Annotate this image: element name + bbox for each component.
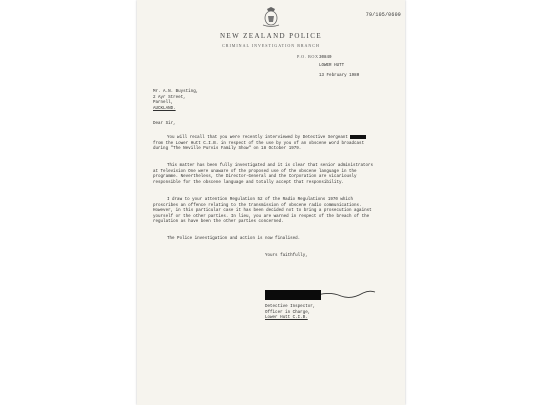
letter-town: LOWER HUTT	[319, 64, 345, 68]
recipient-street: 2 Ayr Street,	[153, 95, 186, 100]
reference-number: 79/105/0609	[365, 12, 401, 18]
letter-sheet	[137, 0, 405, 405]
recipient-suburb: Parnell,	[153, 101, 174, 105]
signoff-title: Detective Inspector,	[265, 305, 316, 309]
letter-date: 13 February 1980	[319, 74, 360, 78]
recipient-city: AUCKLAND.	[153, 106, 176, 111]
paragraph-1	[153, 135, 375, 153]
signoff-role: Officer in Charge,	[265, 310, 311, 315]
police-crest-icon	[259, 6, 283, 28]
letterhead-organisation: NEW ZEALAND POLICE	[219, 32, 323, 40]
recipient-name: Mr. A.N. Buysting,	[153, 90, 199, 94]
paragraph-2: This matter has been fully investigated and it is clear that senior administrators at Television One were unaware of the proposed use of the obscene language in the programme. Nevertheless, the Director-General and the Corporation are vicariously responsible for the obscene language and totally accept that responsibility.	[153, 164, 374, 185]
recipient-address	[153, 90, 198, 112]
paragraph-4: The Police investigation and action is now finalised.	[167, 237, 301, 241]
signature-redaction	[265, 290, 321, 300]
salutation: Dear Sir,	[153, 122, 176, 126]
po-box	[297, 54, 332, 62]
signoff-unit: Lower Hutt C.I.B.	[265, 316, 308, 320]
redaction-block	[350, 135, 366, 139]
po-box-label: P.O. BOX	[297, 54, 319, 59]
signoff-block	[265, 305, 315, 322]
po-box-number: 30840	[319, 56, 332, 60]
letterhead-branch: CRIMINAL INVESTIGATION BRANCH	[222, 43, 320, 48]
paragraph-1-start: You will recall that you were recently interviewed by Detective Sergeant	[167, 136, 348, 141]
paragraph-1-end: from the Lower Hutt C.I.B. in respect of the use by you of an obscene word broadcast during "The Neville Purvis Family Show" on 18 October 1979.	[153, 141, 365, 152]
paragraph-3: I draw to your attention Regulation 52 of the Radio Regulations 1970 which proscribes an offence relating to the transmission of obscene radio communications. However, in this particular case it has been decided not to bring a prosecution against yourself or the other parties. In lieu, you are warned in respect of the breach of the regulation as have been the other parties concerned.	[153, 198, 372, 224]
closing: Yours faithfully,	[265, 254, 308, 258]
